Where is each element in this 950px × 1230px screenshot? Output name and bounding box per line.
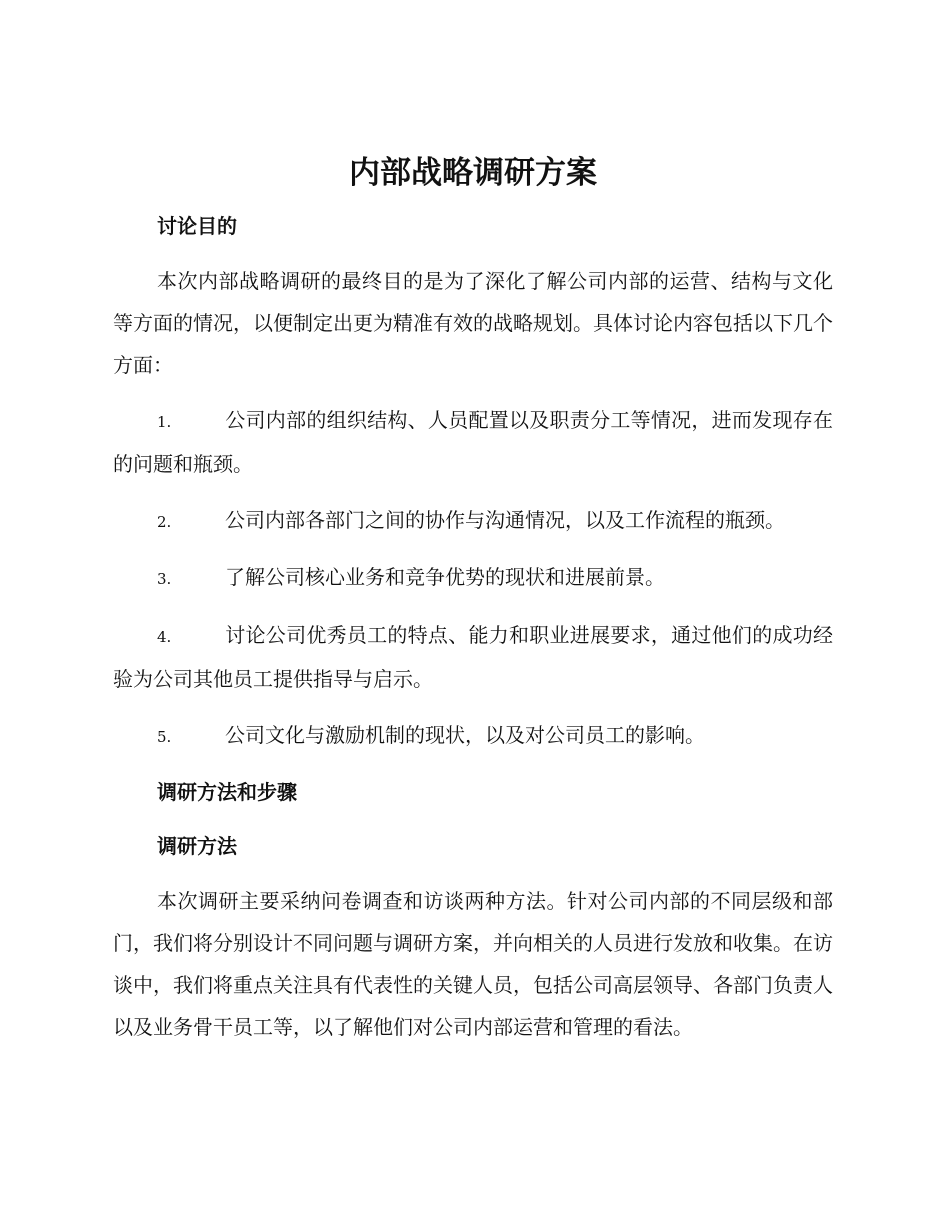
section-heading-methods: 调研方法 [157,834,237,858]
document-title: 内部战略调研方案 [349,155,597,191]
list-item-number: 3. [157,570,172,588]
list-item-text: 讨论公司优秀员工的特点、能力和职业进展要求，通过他们的成功经验为公司其他员工提供指导与启示。 [113,623,833,691]
list-item [113,556,833,600]
purpose-intro-paragraph: 本次内部战略调研的最终目的是为了深化了解公司内部的运营、结构与文化等方面的情况，以便制定出更为精准有效的战略规划。具体讨论内容包括以下几个方面： [113,269,833,377]
list-item [113,714,833,758]
list-item-text: 公司内部各部门之间的协作与沟通情况，以及工作流程的瓶颈。 [225,508,785,532]
list-item [113,614,833,700]
list-item-number: 2. [157,513,172,531]
list-item-text: 了解公司核心业务和竞争优势的现状和进展前景。 [225,565,665,589]
list-item-text: 公司文化与激励机制的现状，以及对公司员工的影响。 [225,723,705,747]
section-heading-methods-steps: 调研方法和步骤 [157,780,297,804]
document-body [113,145,833,1048]
methods-paragraph: 本次调研主要采纳问卷调查和访谈两种方法。针对公司内部的不同层级和部门，我们将分别设计不同问题与调研方案，并向相关的人员进行发放和收集。在访谈中，我们将重点关注具有代表性的关键人员，包括公司高层领导、各部门负责人以及业务骨干员工等，以了解他们对公司内部运营和管理的看法。 [113,889,833,1039]
list-item-number: 5. [157,728,172,746]
list-item-text: 公司内部的组织结构、人员配置以及职责分工等情况，进而发现存在的问题和瓶颈。 [113,408,833,476]
list-item [113,399,833,485]
section-heading-purpose: 讨论目的 [157,214,237,238]
list-item-number: 4. [157,628,172,646]
purpose-list [113,399,833,758]
list-item [113,499,833,543]
list-item-number: 1. [157,413,172,431]
